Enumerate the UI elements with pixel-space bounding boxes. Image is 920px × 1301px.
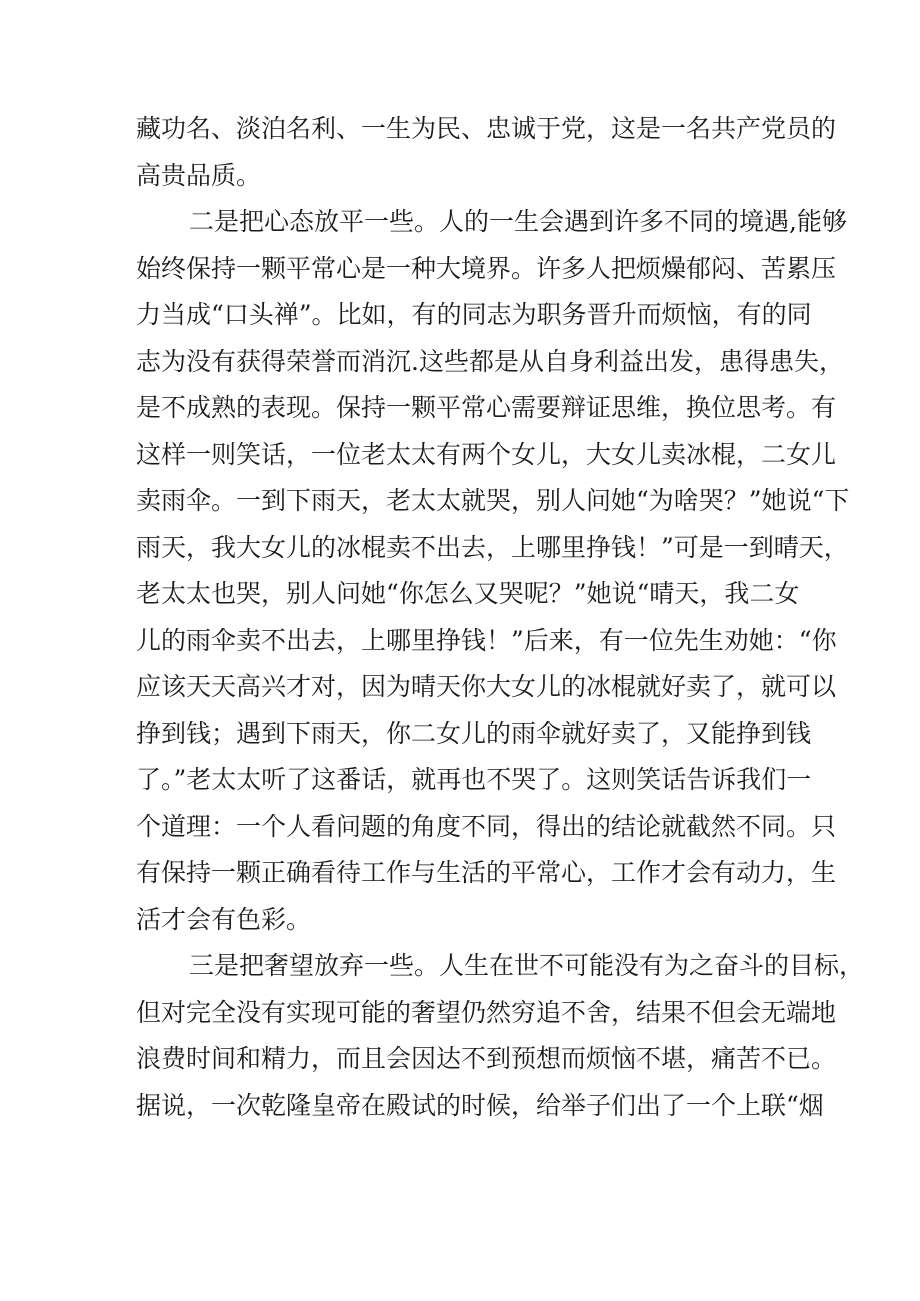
text-line: 浪费时间和精力，而且会因达不到预想而烦恼不堪，痛苦不已。 (136, 1044, 837, 1073)
text-line: 了。”老太太听了这番话，就再也不哭了。这则笑话告诉我们一 (136, 765, 812, 794)
text-line: 挣到钱；遇到下雨天，你二女儿的雨伞就好卖了，又能挣到钱 (136, 718, 812, 748)
text-line: 藏功名、淡泊名利、一生为民、忠诚于党，这是一名共产党员的 (136, 114, 837, 143)
text-line: 力当成“口头禅”。比如，有的同志为职务晋升而烦恼，有的同 (136, 300, 812, 329)
text-line: 始终保持一颗平常心是一种大境界。许多人把烦燥郁闷、苦累压 (136, 253, 837, 283)
text-line: 这样一则笑话，一位老太太有两个女儿，大女儿卖冰棍，二女儿 (136, 439, 837, 469)
text-line: 高贵品质。 (136, 160, 262, 190)
text-line: 卖雨伞。一到下雨天，老太太就哭，别人问她“为啥哭？”她说“下 (136, 486, 850, 515)
text-line: 活才会有色彩。 (136, 904, 312, 934)
text-line: 有保持一颗正确看待工作与生活的平常心，工作才会有动力，生 (136, 858, 837, 887)
text-line: 应该天天高兴才对，因为晴天你大女儿的冰棍就好卖了，就可以 (136, 672, 837, 701)
text-line: 儿的雨伞卖不出去，上哪里挣钱！”后来，有一位先生劝她：“你 (136, 625, 837, 655)
text-line: 个道理：一个人看问题的角度不同，得出的结论就截然不同。只 (136, 811, 837, 841)
text-line: 二是把心态放平一些。人的一生会遇到许多不同的境遇,能够 (189, 207, 847, 236)
text-line: 雨天，我大女儿的冰棍卖不出去，上哪里挣钱！”可是一到晴天， (136, 532, 849, 562)
text-line: 志为没有获得荣誉而消沉.这些都是从自身利益出发，患得患失， (136, 346, 844, 376)
text-line: 老太太也哭，别人问她“你怎么又哭呢？”她说“晴天，我二女 (136, 579, 800, 608)
document-body (136, 106, 865, 1129)
text-line: 据说，一次乾隆皇帝在殿试的时候，给举子们出了一个上联“烟 (136, 1090, 824, 1120)
text-line: 三是把奢望放弃一些。人生在世不可能没有为之奋斗的目标， (189, 951, 865, 980)
text-line: 但对完全没有实现可能的奢望仍然穷追不舍，结果不但会无端地 (136, 997, 837, 1027)
text-line: 是不成熟的表现。保持一颗平常心需要辩证思维，换位思考。有 (136, 393, 837, 422)
